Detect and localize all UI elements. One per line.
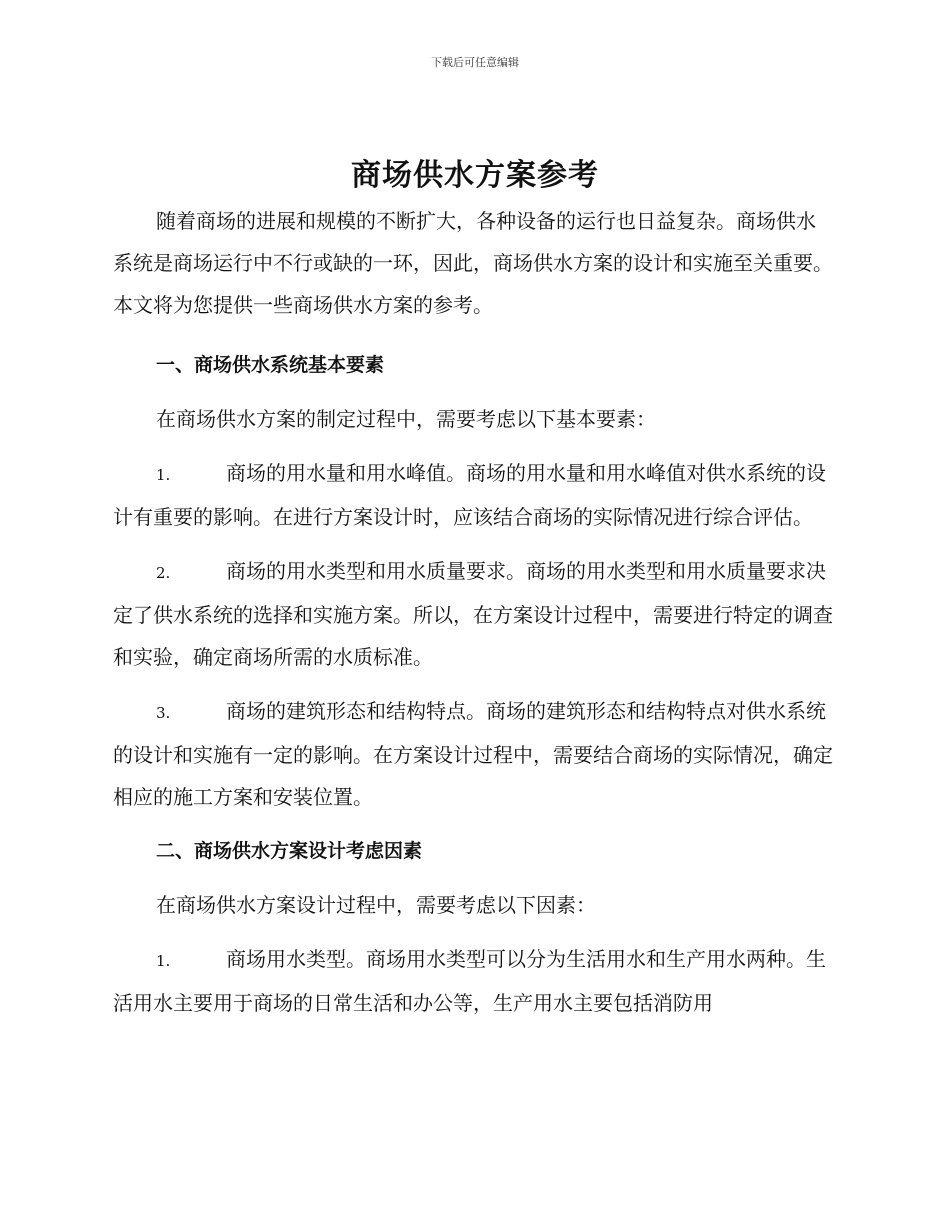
section-lead-1: 在商场供水方案的制定过程中，需要考虑以下基本要素： [156,407,656,431]
list-item-number: 3. [156,704,171,722]
list-item [113,550,833,678]
intro-paragraph: 随着商场的进展和规模的不断扩大，各种设备的运行也日益复杂。商场供水系统是商场运行中不行或缺的一环，因此，商场供水方案的设计和实施至关重要。本文将为您提供一些商场供水方案的参考。 [113,209,833,317]
section-lead-2: 在商场供水方案设计过程中，需要考虑以下因素： [156,893,596,917]
page-header: 下载后可任意编辑 [431,56,519,69]
section-heading-1: 一、商场供水系统基本要素 [156,354,385,376]
list-item-text: 商场用水类型。商场用水类型可以分为生活用水和生产用水两种。生活用水主要用于商场的日常生活和办公等，生产用水主要包括消防用 [113,947,826,1015]
list-item-text: 商场的用水量和用水峰值。商场的用水量和用水峰值对供水系统的设计有重要的影响。在进行方案设计时，应该结合商场的实际情况进行综合评估。 [113,461,826,529]
list-item-text: 商场的建筑形态和结构特点。商场的建筑形态和结构特点对供水系统的设计和实施有一定的影响。在方案设计过程中，需要结合商场的实际情况，确定相应的施工方案和安装位置。 [113,699,833,809]
section-heading-2: 二、商场供水方案设计考虑因素 [156,840,423,862]
document-body [113,200,833,1036]
list-item-text: 商场的用水类型和用水质量要求。商场的用水类型和用水质量要求决定了供水系统的选择和实施方案。所以，在方案设计过程中，需要进行特定的调查和实验，确定商场所需的水质标准。 [113,559,833,669]
list-item-number: 1. [156,952,171,970]
list-item [113,938,833,1024]
list-item-number: 2. [156,564,171,582]
page-title: 商场供水方案参考 [351,158,599,193]
list-item [113,690,833,818]
list-item [113,452,833,538]
list-item-number: 1. [156,466,171,484]
